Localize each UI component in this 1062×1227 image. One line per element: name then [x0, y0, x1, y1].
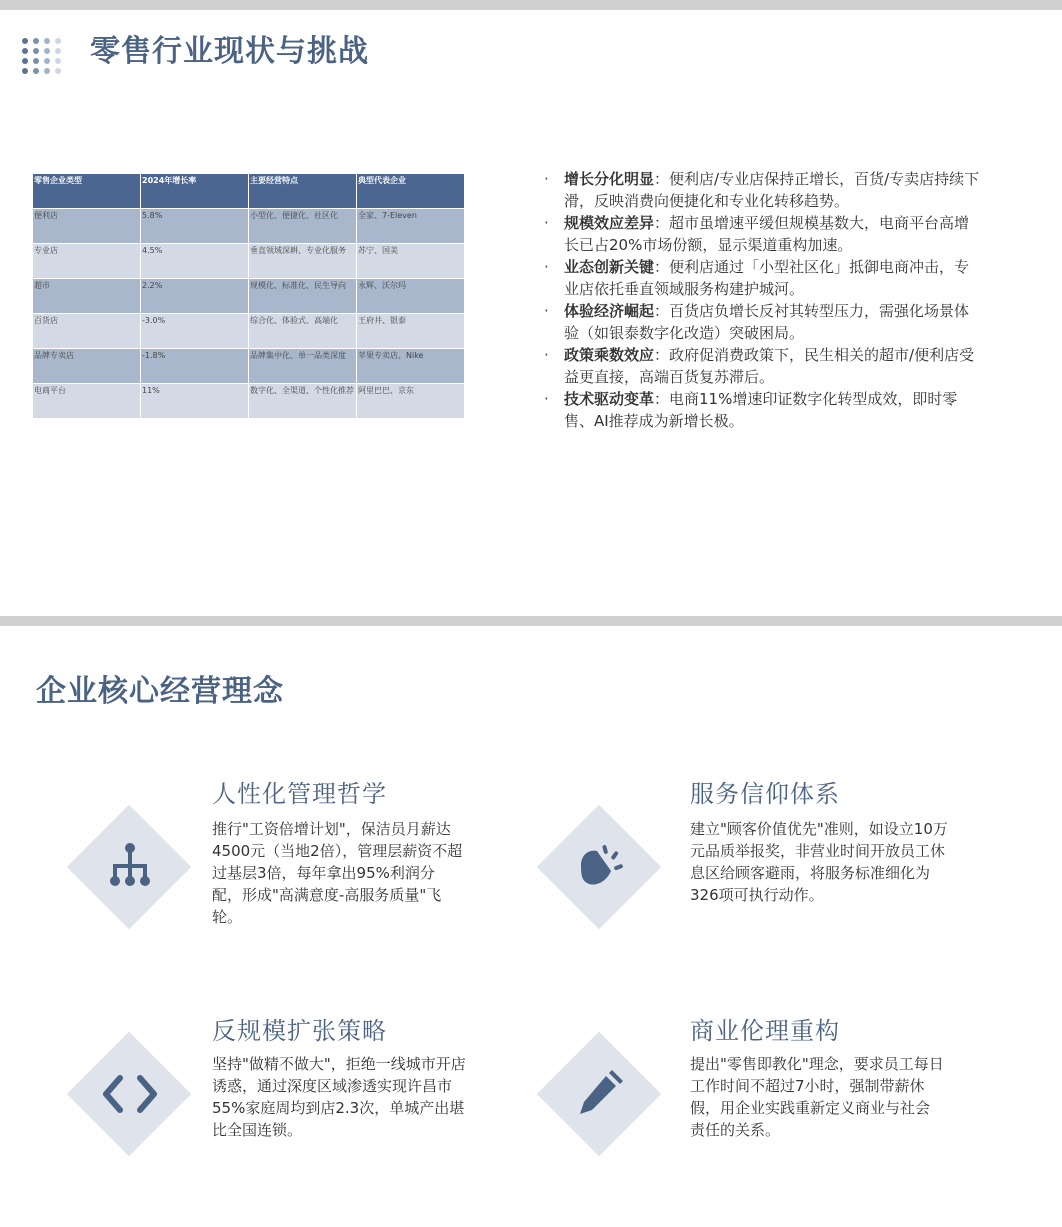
table-row	[33, 314, 465, 349]
table-cell: 11%	[141, 384, 249, 419]
list-item	[541, 212, 981, 256]
table-row	[33, 279, 465, 314]
bullet-keyword: 增长分化明显	[564, 170, 655, 188]
table-cell: 百货店	[33, 314, 141, 349]
table-cell: 规模化、标准化、民生导向	[249, 279, 357, 314]
table-header-cell: 主要经营特点	[249, 174, 357, 209]
dot-mark	[22, 38, 28, 44]
table-row	[33, 209, 465, 244]
table-cell: 综合化、体验式、高端化	[249, 314, 357, 349]
pencil-icon	[576, 1070, 624, 1118]
dot-mark	[44, 48, 50, 54]
card-title: 反规模扩张策略	[212, 1017, 387, 1045]
list-item	[541, 168, 981, 212]
dot-mark	[33, 68, 39, 74]
bullet-dot-icon: ·	[544, 346, 549, 364]
table-cell: -3.0%	[141, 314, 249, 349]
table-cell: 阿里巴巴、京东	[357, 384, 465, 419]
bullet-text: ：百货店负增长反衬其转型压力，需强化场景体验（如银泰数字化改造）突破困局。	[564, 302, 970, 342]
table-row	[33, 244, 465, 279]
bullet-dot-icon: ·	[544, 390, 549, 408]
slide2-title: 企业核心经营理念	[36, 674, 284, 709]
dot-mark	[22, 58, 28, 64]
dot-mark	[55, 48, 61, 54]
table-cell: 专业店	[33, 244, 141, 279]
bullet-text: ：便利店/专业店保持正增长，百货/专卖店持续下滑，反映消费向便捷化和专业化转移趋势。	[564, 170, 980, 210]
table-cell: 2.2%	[141, 279, 249, 314]
table-header-cell: 零售企业类型	[33, 174, 141, 209]
table-cell: 电商平台	[33, 384, 141, 419]
table-cell: 王府井、银泰	[357, 314, 465, 349]
dot-mark	[55, 38, 61, 44]
bullet-keyword: 规模效应差异	[564, 214, 655, 232]
table-cell: 数字化、全渠道、个性化推荐	[249, 384, 357, 419]
bullet-dot-icon: ·	[544, 258, 549, 276]
table-header-cell: 典型代表企业	[357, 174, 465, 209]
bullet-text: ：超市虽增速平缓但规模基数大，电商平台高增长已占20%市场份额，显示渠道重构加速。	[564, 214, 970, 254]
bullet-text: ：电商11%增速印证数字化转型成效，即时零售、AI推荐成为新增长极。	[564, 390, 958, 430]
table-cell: 4.5%	[141, 244, 249, 279]
table-cell: 5.8%	[141, 209, 249, 244]
bullet-keyword: 业态创新关键	[564, 258, 655, 276]
card-body: 坚持"做精不做大"，拒绝一线城市开店诱惑，通过深度区域渗透实现许昌市55%家庭周均到店2.3次，单城产出堪比全国连锁。	[212, 1055, 466, 1139]
card-title: 服务信仰体系	[690, 780, 840, 808]
table-cell: 品牌专卖店	[33, 349, 141, 384]
bullet-text: ：政府促消费政策下，民生相关的超市/便利店受益更直接，高端百货复苏滞后。	[564, 346, 975, 386]
table-cell: 全家、7-Eleven	[357, 209, 465, 244]
dot-mark	[33, 48, 39, 54]
list-item	[541, 344, 981, 388]
dots-decoration-icon	[22, 38, 70, 78]
table-cell: 苹果专卖店、Nike	[357, 349, 465, 384]
table-cell: 永辉、沃尔玛	[357, 279, 465, 314]
card-body: 提出"零售即教化"理念，要求员工每日工作时间不超过7小时，强制带薪休假，用企业实践重新定义商业与社会责任的关系。	[690, 1055, 944, 1139]
dot-mark	[33, 58, 39, 64]
table-cell: -1.8%	[141, 349, 249, 384]
list-item	[541, 300, 981, 344]
bullet-text: ：便利店通过「小型社区化」抵御电商冲击，专业店依托垂直领域服务构建护城河。	[564, 258, 970, 298]
table-cell: 小型化、便捷化、社区化	[249, 209, 357, 244]
bullet-keyword: 政策乘数效应	[564, 346, 655, 364]
table-row	[33, 384, 465, 419]
bullet-keyword: 体验经济崛起	[564, 302, 655, 320]
table-header-row	[33, 174, 465, 209]
section-divider	[0, 616, 1062, 626]
dot-mark	[22, 68, 28, 74]
dot-mark	[55, 68, 61, 74]
card-title: 商业伦理重构	[690, 1017, 840, 1045]
table-cell: 超市	[33, 279, 141, 314]
table-header-cell: 2024年增长率	[141, 174, 249, 209]
list-item	[541, 388, 981, 432]
list-item	[541, 256, 981, 300]
table-cell: 垂直领域深耕、专业化服务	[249, 244, 357, 279]
dot-mark	[22, 48, 28, 54]
dot-mark	[44, 58, 50, 64]
dot-mark	[44, 68, 50, 74]
top-divider	[0, 0, 1062, 10]
bullet-keyword: 技术驱动变革	[564, 390, 655, 408]
dot-mark	[44, 38, 50, 44]
card-body: 推行"工资倍增计划"，保洁员月薪达4500元（当地2倍），管理层薪资不超过基层3倍，每年拿出95%利润分配，形成"高满意度-高服务质量"飞轮。	[212, 820, 463, 926]
bullet-dot-icon: ·	[544, 214, 549, 232]
bullet-dot-icon: ·	[544, 302, 549, 320]
card-body: 建立"顾客价值优先"准则，如设立10万元品质举报奖，非营业时间开放员工休息区给顾客避雨，将服务标准细化为326项可执行动作。	[690, 820, 948, 904]
industry-table	[32, 173, 465, 419]
slide1-title: 零售行业现状与挑战	[90, 34, 369, 69]
table-cell: 品牌集中化、单一品类深度	[249, 349, 357, 384]
table-cell: 便利店	[33, 209, 141, 244]
table-row	[33, 349, 465, 384]
bullhorn-icon	[575, 841, 627, 893]
analysis-bullet-list	[541, 168, 981, 432]
dot-mark	[55, 58, 61, 64]
code-icon	[102, 1072, 158, 1116]
bullet-dot-icon: ·	[544, 170, 549, 188]
card-title: 人性化管理哲学	[212, 780, 387, 808]
sitemap-icon	[105, 841, 155, 891]
table-cell: 苏宁、国美	[357, 244, 465, 279]
dot-mark	[33, 38, 39, 44]
